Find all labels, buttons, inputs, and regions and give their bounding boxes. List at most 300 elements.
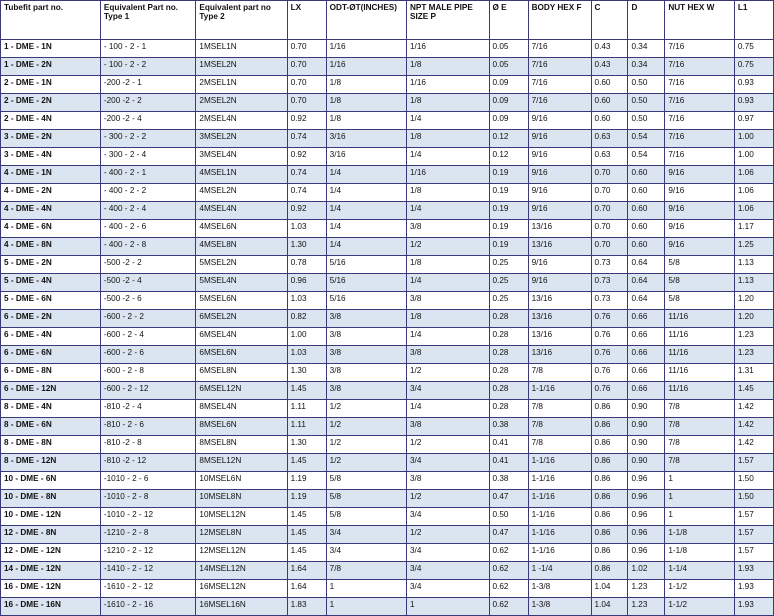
- cell-part-number: 4 - DME - 2N: [1, 184, 101, 202]
- table-cell: - 400 - 2 - 4: [100, 202, 196, 220]
- table-cell: 0.90: [628, 436, 665, 454]
- table-cell: 0.86: [591, 526, 628, 544]
- column-header: L1: [734, 1, 773, 40]
- table-cell: 0.28: [489, 310, 528, 328]
- table-cell: 0.66: [628, 382, 665, 400]
- table-cell: 0.62: [489, 544, 528, 562]
- table-cell: 7/16: [665, 148, 734, 166]
- table-cell: 1.23: [628, 580, 665, 598]
- table-cell: 0.19: [489, 220, 528, 238]
- cell-part-number: 10 - DME - 12N: [1, 508, 101, 526]
- table-cell: 1.03: [287, 220, 326, 238]
- table-cell: 0.86: [591, 562, 628, 580]
- table-cell: 10MSEL6N: [196, 472, 287, 490]
- table-cell: 1.45: [287, 508, 326, 526]
- table-cell: 0.64: [628, 274, 665, 292]
- table-cell: 1.00: [734, 130, 773, 148]
- cell-part-number: 6 - DME - 2N: [1, 310, 101, 328]
- table-cell: 5/8: [665, 256, 734, 274]
- table-cell: 1.19: [287, 490, 326, 508]
- table-cell: 1.30: [287, 364, 326, 382]
- table-cell: 0.86: [591, 472, 628, 490]
- table-cell: 1-1/4: [665, 562, 734, 580]
- table-cell: 5/8: [326, 490, 406, 508]
- table-cell: 7/8: [665, 436, 734, 454]
- table-cell: 0.75: [734, 58, 773, 76]
- cell-part-number: 4 - DME - 1N: [1, 166, 101, 184]
- table-row: [1, 76, 774, 94]
- table-cell: 0.96: [287, 274, 326, 292]
- table-cell: 5MSEL4N: [196, 274, 287, 292]
- table-row: [1, 274, 774, 292]
- column-header: C: [591, 1, 628, 40]
- table-cell: 8MSEL12N: [196, 454, 287, 472]
- column-header: BODY HEX F: [528, 1, 591, 40]
- table-cell: 11/16: [665, 310, 734, 328]
- table-cell: 0.96: [628, 472, 665, 490]
- table-cell: 1.00: [287, 328, 326, 346]
- table-cell: 1.00: [734, 148, 773, 166]
- table-cell: 1/2: [407, 526, 490, 544]
- table-cell: 1-1/8: [665, 544, 734, 562]
- column-header: D: [628, 1, 665, 40]
- table-cell: 1/4: [407, 148, 490, 166]
- table-row: [1, 94, 774, 112]
- table-cell: 3/8: [407, 472, 490, 490]
- cell-part-number: 2 - DME - 1N: [1, 76, 101, 94]
- table-cell: 7/8: [528, 436, 591, 454]
- table-cell: 5/8: [326, 508, 406, 526]
- column-header: Equivalent part no Type 2: [196, 1, 287, 40]
- table-cell: 0.76: [591, 364, 628, 382]
- table-cell: 4MSEL1N: [196, 166, 287, 184]
- table-cell: 0.25: [489, 292, 528, 310]
- table-cell: 1: [407, 598, 490, 616]
- table-cell: 1.13: [734, 256, 773, 274]
- table-cell: 0.66: [628, 346, 665, 364]
- table-cell: 0.66: [628, 310, 665, 328]
- table-cell: 0.62: [489, 580, 528, 598]
- table-row: [1, 310, 774, 328]
- table-cell: 12MSEL8N: [196, 526, 287, 544]
- cell-part-number: 16 - DME - 16N: [1, 598, 101, 616]
- table-cell: 5/8: [665, 274, 734, 292]
- table-cell: -200 -2 - 1: [100, 76, 196, 94]
- table-cell: 1/2: [407, 238, 490, 256]
- table-cell: 1/16: [407, 76, 490, 94]
- table-cell: 1: [665, 490, 734, 508]
- table-cell: 1.45: [287, 544, 326, 562]
- table-cell: 5MSEL6N: [196, 292, 287, 310]
- table-cell: 7/16: [665, 130, 734, 148]
- table-cell: 1.02: [628, 562, 665, 580]
- table-cell: 1.06: [734, 184, 773, 202]
- table-cell: 14MSEL12N: [196, 562, 287, 580]
- table-cell: 7/16: [528, 58, 591, 76]
- table-cell: 3/4: [326, 526, 406, 544]
- table-cell: 0.28: [489, 328, 528, 346]
- table-cell: 1.25: [734, 238, 773, 256]
- cell-part-number: 6 - DME - 8N: [1, 364, 101, 382]
- table-cell: 0.86: [591, 400, 628, 418]
- table-cell: 0.75: [734, 40, 773, 58]
- table-cell: 1/4: [407, 400, 490, 418]
- table-cell: 6MSEL6N: [196, 346, 287, 364]
- cell-part-number: 5 - DME - 4N: [1, 274, 101, 292]
- table-cell: 1.57: [734, 544, 773, 562]
- table-cell: 1.30: [287, 436, 326, 454]
- table-cell: 3/4: [407, 580, 490, 598]
- table-cell: 10MSEL12N: [196, 508, 287, 526]
- table-cell: 1.04: [591, 580, 628, 598]
- cell-part-number: 2 - DME - 2N: [1, 94, 101, 112]
- table-cell: 0.90: [628, 454, 665, 472]
- table-cell: 0.50: [628, 76, 665, 94]
- table-cell: 3/4: [407, 454, 490, 472]
- table-cell: 7/8: [665, 454, 734, 472]
- table-cell: 6MSEL12N: [196, 382, 287, 400]
- table-cell: 2MSEL4N: [196, 112, 287, 130]
- table-cell: 0.70: [287, 76, 326, 94]
- cell-part-number: 8 - DME - 4N: [1, 400, 101, 418]
- table-cell: 0.74: [287, 130, 326, 148]
- cell-part-number: 8 - DME - 6N: [1, 418, 101, 436]
- table-header-row: [1, 1, 774, 40]
- table-cell: 1/8: [407, 94, 490, 112]
- table-cell: 1-1/16: [528, 454, 591, 472]
- table-cell: 9/16: [528, 274, 591, 292]
- table-cell: -1010 - 2 - 12: [100, 508, 196, 526]
- table-row: [1, 130, 774, 148]
- table-cell: 1-1/16: [528, 526, 591, 544]
- table-cell: 0.86: [591, 544, 628, 562]
- table-cell: 1: [326, 580, 406, 598]
- table-cell: 1MSEL1N: [196, 40, 287, 58]
- table-cell: 1/8: [326, 112, 406, 130]
- table-cell: - 400 - 2 - 1: [100, 166, 196, 184]
- table-cell: 0.41: [489, 436, 528, 454]
- table-cell: 1/8: [407, 256, 490, 274]
- table-cell: 9/16: [528, 184, 591, 202]
- table-cell: 1/8: [326, 76, 406, 94]
- table-cell: 4MSEL2N: [196, 184, 287, 202]
- table-cell: 1-1/16: [528, 472, 591, 490]
- table-cell: 0.92: [287, 202, 326, 220]
- table-row: [1, 256, 774, 274]
- table-cell: 1/2: [326, 418, 406, 436]
- table-row: [1, 418, 774, 436]
- table-cell: 7/8: [665, 418, 734, 436]
- table-cell: 7/8: [528, 364, 591, 382]
- table-cell: 4MSEL8N: [196, 238, 287, 256]
- table-row: [1, 220, 774, 238]
- table-cell: 3/8: [407, 418, 490, 436]
- table-cell: -1010 - 2 - 8: [100, 490, 196, 508]
- table-cell: -600 - 2 - 12: [100, 382, 196, 400]
- table-cell: 0.47: [489, 526, 528, 544]
- table-cell: 1.11: [287, 400, 326, 418]
- table-row: [1, 184, 774, 202]
- table-cell: 0.09: [489, 112, 528, 130]
- table-cell: 0.64: [628, 256, 665, 274]
- cell-part-number: 12 - DME - 12N: [1, 544, 101, 562]
- table-cell: 1: [665, 508, 734, 526]
- table-cell: -1410 - 2 - 12: [100, 562, 196, 580]
- table-cell: - 400 - 2 - 8: [100, 238, 196, 256]
- table-cell: 3/8: [326, 364, 406, 382]
- table-cell: 0.54: [628, 148, 665, 166]
- table-cell: 1-3/8: [528, 598, 591, 616]
- table-cell: 0.43: [591, 40, 628, 58]
- table-row: [1, 238, 774, 256]
- table-cell: 5/16: [326, 292, 406, 310]
- table-row: [1, 400, 774, 418]
- table-cell: 0.76: [591, 328, 628, 346]
- table-cell: 1-1/16: [528, 544, 591, 562]
- table-cell: 1/8: [407, 184, 490, 202]
- table-cell: 1/4: [407, 202, 490, 220]
- table-cell: 0.96: [628, 526, 665, 544]
- table-cell: 7/16: [665, 94, 734, 112]
- table-row: [1, 508, 774, 526]
- table-cell: - 100 - 2 - 1: [100, 40, 196, 58]
- table-cell: -1610 - 2 - 12: [100, 580, 196, 598]
- table-cell: 16MSEL12N: [196, 580, 287, 598]
- table-cell: 0.70: [591, 166, 628, 184]
- table-row: [1, 382, 774, 400]
- table-cell: 0.41: [489, 454, 528, 472]
- cell-part-number: 4 - DME - 8N: [1, 238, 101, 256]
- table-cell: 0.82: [287, 310, 326, 328]
- table-cell: 8MSEL8N: [196, 436, 287, 454]
- table-cell: 0.70: [591, 202, 628, 220]
- table-cell: -500 -2 - 6: [100, 292, 196, 310]
- table-cell: 7/8: [528, 400, 591, 418]
- table-cell: -1210 - 2 - 12: [100, 544, 196, 562]
- cell-part-number: 2 - DME - 4N: [1, 112, 101, 130]
- table-cell: 1-1/16: [528, 508, 591, 526]
- table-cell: 1.45: [734, 382, 773, 400]
- cell-part-number: 8 - DME - 12N: [1, 454, 101, 472]
- table-cell: -600 - 2 - 6: [100, 346, 196, 364]
- table-cell: -600 - 2 - 8: [100, 364, 196, 382]
- table-cell: 0.76: [591, 346, 628, 364]
- table-cell: 1.20: [734, 292, 773, 310]
- table-cell: 3/8: [407, 220, 490, 238]
- table-cell: 1.20: [734, 310, 773, 328]
- table-cell: 1/16: [407, 166, 490, 184]
- table-cell: 1.03: [287, 346, 326, 364]
- table-cell: 1.64: [287, 562, 326, 580]
- table-cell: 1/16: [407, 40, 490, 58]
- table-cell: 0.90: [628, 418, 665, 436]
- table-cell: 0.50: [489, 508, 528, 526]
- table-cell: -500 -2 - 2: [100, 256, 196, 274]
- table-cell: -200 -2 - 2: [100, 94, 196, 112]
- table-cell: 0.28: [489, 400, 528, 418]
- table-cell: 0.28: [489, 346, 528, 364]
- table-cell: 1.13: [734, 274, 773, 292]
- table-cell: -600 - 2 - 2: [100, 310, 196, 328]
- table-cell: - 400 - 2 - 6: [100, 220, 196, 238]
- table-cell: 1/4: [326, 238, 406, 256]
- table-cell: 11/16: [665, 364, 734, 382]
- table-cell: 0.76: [591, 382, 628, 400]
- table-cell: 13/16: [528, 238, 591, 256]
- table-cell: 2MSEL1N: [196, 76, 287, 94]
- table-cell: 0.74: [287, 184, 326, 202]
- table-cell: - 100 - 2 - 2: [100, 58, 196, 76]
- table-row: [1, 58, 774, 76]
- table-cell: 1.93: [734, 562, 773, 580]
- table-cell: 1-1/8: [665, 526, 734, 544]
- table-cell: 7/16: [528, 40, 591, 58]
- table-cell: 1.30: [287, 238, 326, 256]
- cell-part-number: 5 - DME - 6N: [1, 292, 101, 310]
- table-cell: -810 -2 - 12: [100, 454, 196, 472]
- cell-part-number: 6 - DME - 4N: [1, 328, 101, 346]
- table-cell: 1.45: [287, 454, 326, 472]
- table-cell: 7/8: [326, 562, 406, 580]
- table-cell: 1/16: [326, 40, 406, 58]
- table-cell: 12MSEL12N: [196, 544, 287, 562]
- table-cell: 1: [326, 598, 406, 616]
- table-cell: 3/16: [326, 148, 406, 166]
- table-cell: 3/16: [326, 130, 406, 148]
- table-cell: 10MSEL8N: [196, 490, 287, 508]
- table-cell: 0.28: [489, 382, 528, 400]
- table-cell: 0.86: [591, 490, 628, 508]
- table-cell: 3/4: [326, 544, 406, 562]
- table-cell: 5/16: [326, 256, 406, 274]
- cell-part-number: 14 - DME - 12N: [1, 562, 101, 580]
- table-cell: 1/8: [407, 58, 490, 76]
- table-cell: 13/16: [528, 310, 591, 328]
- table-cell: 0.12: [489, 148, 528, 166]
- table-cell: 1.93: [734, 580, 773, 598]
- column-header: ODT-ØT(INCHES): [326, 1, 406, 40]
- table-cell: 1.42: [734, 436, 773, 454]
- table-cell: 7/8: [528, 418, 591, 436]
- table-cell: 1.19: [287, 472, 326, 490]
- table-cell: 4MSEL4N: [196, 202, 287, 220]
- table-cell: 1: [665, 472, 734, 490]
- table-row: [1, 436, 774, 454]
- table-cell: 1-1/2: [665, 580, 734, 598]
- table-cell: 9/16: [665, 202, 734, 220]
- column-header: Ø E: [489, 1, 528, 40]
- table-cell: 1.83: [287, 598, 326, 616]
- table-cell: 7/16: [528, 94, 591, 112]
- table-cell: 1.31: [734, 364, 773, 382]
- table-cell: -600 - 2 - 4: [100, 328, 196, 346]
- table-cell: 16MSEL16N: [196, 598, 287, 616]
- table-cell: 1/4: [326, 184, 406, 202]
- table-row: [1, 472, 774, 490]
- table-cell: 0.86: [591, 508, 628, 526]
- table-cell: 5MSEL2N: [196, 256, 287, 274]
- table-cell: - 300 - 2 - 2: [100, 130, 196, 148]
- table-cell: 3/8: [407, 292, 490, 310]
- table-row: [1, 166, 774, 184]
- table-cell: 0.19: [489, 166, 528, 184]
- column-header: Equivalent Part no. Type 1: [100, 1, 196, 40]
- table-cell: 1/4: [407, 112, 490, 130]
- table-cell: 0.60: [628, 220, 665, 238]
- table-cell: - 400 - 2 - 2: [100, 184, 196, 202]
- cell-part-number: 1 - DME - 2N: [1, 58, 101, 76]
- table-cell: 1.50: [734, 490, 773, 508]
- table-cell: - 300 - 2 - 4: [100, 148, 196, 166]
- table-cell: 7/16: [528, 76, 591, 94]
- table-cell: 1/2: [407, 436, 490, 454]
- table-cell: 1.50: [734, 472, 773, 490]
- table-cell: 0.09: [489, 94, 528, 112]
- table-cell: -810 -2 - 4: [100, 400, 196, 418]
- cell-part-number: 16 - DME - 12N: [1, 580, 101, 598]
- table-cell: 6MSEL2N: [196, 310, 287, 328]
- table-cell: 1-1/16: [528, 382, 591, 400]
- table-cell: 1/4: [326, 166, 406, 184]
- table-cell: 0.96: [628, 490, 665, 508]
- table-cell: -500 -2 - 4: [100, 274, 196, 292]
- table-body: [1, 40, 774, 616]
- table-cell: 1/16: [326, 58, 406, 76]
- table-cell: 0.34: [628, 40, 665, 58]
- table-cell: 7/16: [665, 112, 734, 130]
- table-cell: 2MSEL2N: [196, 94, 287, 112]
- table-cell: 0.43: [591, 58, 628, 76]
- table-cell: 1.64: [287, 580, 326, 598]
- table-cell: 0.60: [628, 166, 665, 184]
- table-cell: 3/4: [407, 562, 490, 580]
- table-cell: 0.86: [591, 454, 628, 472]
- table-cell: 0.12: [489, 130, 528, 148]
- column-header: NUT HEX W: [665, 1, 734, 40]
- table-cell: 1.42: [734, 418, 773, 436]
- table-cell: 0.73: [591, 256, 628, 274]
- table-cell: 0.60: [628, 238, 665, 256]
- table-row: [1, 112, 774, 130]
- table-cell: 0.25: [489, 256, 528, 274]
- table-row: [1, 454, 774, 472]
- table-cell: 3MSEL4N: [196, 148, 287, 166]
- table-cell: 7/16: [665, 40, 734, 58]
- table-cell: 9/16: [528, 112, 591, 130]
- table-cell: 0.38: [489, 472, 528, 490]
- table-cell: 13/16: [528, 328, 591, 346]
- table-cell: 0.70: [591, 184, 628, 202]
- table-cell: 11/16: [665, 328, 734, 346]
- table-cell: 3/8: [407, 346, 490, 364]
- table-cell: 0.38: [489, 418, 528, 436]
- table-cell: 1.42: [734, 400, 773, 418]
- table-cell: 1/2: [326, 436, 406, 454]
- table-cell: 0.70: [287, 40, 326, 58]
- table-cell: 9/16: [528, 202, 591, 220]
- cell-part-number: 8 - DME - 8N: [1, 436, 101, 454]
- table-cell: -200 -2 - 4: [100, 112, 196, 130]
- table-cell: 0.76: [591, 310, 628, 328]
- cell-part-number: 6 - DME - 12N: [1, 382, 101, 400]
- table-cell: 0.60: [591, 94, 628, 112]
- table-cell: 9/16: [528, 166, 591, 184]
- table-cell: 0.05: [489, 58, 528, 76]
- table-cell: 3/8: [326, 346, 406, 364]
- table-cell: 0.70: [591, 220, 628, 238]
- table-cell: 0.60: [591, 76, 628, 94]
- table-cell: 0.66: [628, 364, 665, 382]
